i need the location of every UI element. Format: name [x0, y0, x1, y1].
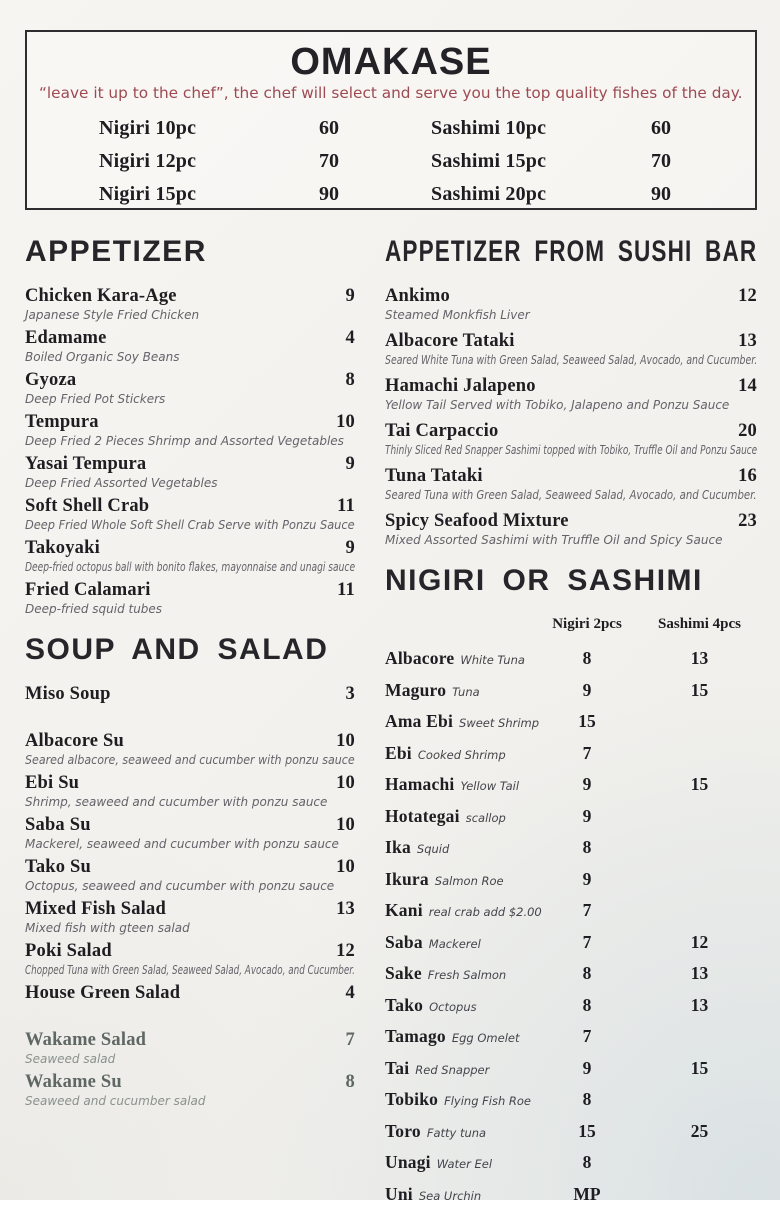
nigiri-price: 7 [532, 739, 642, 769]
nigiri-sashimi-row [385, 896, 757, 928]
nigiri-price: 9 [532, 802, 642, 832]
item-line [25, 814, 355, 837]
item-price: 11 [337, 495, 355, 518]
item-price: 10 [336, 814, 355, 837]
item-name: Miso Soup [25, 683, 111, 706]
item-name: Ama Ebi [385, 711, 453, 731]
omakase-sashimi-column [391, 112, 743, 211]
item-description-text: Seared albacore, seaweed and cucumber with ponzu sauce [25, 753, 355, 767]
menu-item [385, 420, 757, 457]
nigiri-sashimi-row [385, 644, 757, 676]
item-price: 13 [336, 898, 355, 921]
item-line [25, 856, 355, 879]
item-description-text: Seaweed salad [25, 1052, 115, 1066]
item-description-text: Deep Fried Whole Soft Shell Crab Serve with Ponzu Sauce [25, 518, 355, 532]
menu-item [385, 465, 757, 502]
omakase-nigiri-column [39, 112, 391, 211]
item-price: 14 [738, 375, 757, 398]
item-name: Hamachi Jalapeno [385, 375, 536, 398]
sashimi-price: 15 [642, 1054, 757, 1084]
menu-item [385, 510, 757, 547]
item-description: Egg Omelet [452, 1031, 520, 1045]
sushi-bar-item-list [385, 285, 757, 547]
item-description-text: Deep Fried 2 Pieces Shrimp and Assorted Vegetables [25, 434, 344, 448]
item-name: Poki Salad [25, 940, 112, 963]
item-name-cell [385, 1054, 532, 1086]
sushi-bar-appetizer-section [385, 234, 757, 547]
item-line [25, 411, 355, 434]
item-description: White Tuna [460, 653, 525, 667]
item-name: Albacore [385, 648, 454, 668]
soup-and-salad-item-list [25, 683, 355, 1108]
item-name: Mixed Fish Salad [25, 898, 166, 921]
omakase-subtitle [39, 84, 743, 103]
menu-item [25, 683, 355, 706]
nigiri-price: 8 [532, 1085, 642, 1115]
item-name: Fried Calamari [25, 579, 151, 602]
item-line [25, 1071, 355, 1094]
appetizer-section [25, 234, 355, 616]
sashimi-price: 12 [642, 928, 757, 958]
item-description: Tuna [452, 685, 480, 699]
item-price: 90 [601, 178, 721, 211]
item-name: Ika [385, 837, 411, 857]
menu-item [25, 898, 355, 935]
item-line [25, 940, 355, 963]
item-description [25, 476, 355, 490]
item-line [385, 330, 757, 353]
item-price: 60 [269, 112, 389, 145]
nigiri-sashimi-row [385, 1054, 757, 1086]
item-name: Toro [385, 1121, 421, 1141]
omakase-price-list [39, 112, 743, 211]
item-name: Kani [385, 900, 423, 920]
item-description [25, 434, 355, 448]
item-name-cell [385, 1022, 532, 1054]
item-name: Takoyaki [25, 537, 100, 560]
nigiri-price: 8 [532, 991, 642, 1021]
menu-item [25, 730, 355, 767]
item-name: Sashimi 20pc [431, 178, 601, 211]
item-description: Sweet Shrimp [459, 716, 539, 730]
item-line [25, 772, 355, 795]
nigiri-price: 9 [532, 865, 642, 895]
item-price: 60 [601, 112, 721, 145]
menu-columns [25, 234, 757, 1211]
item-description [25, 350, 355, 364]
nigiri-price: 7 [532, 1022, 642, 1052]
item-price: 23 [738, 510, 757, 533]
appetizer-heading [25, 234, 355, 270]
item-name: Chicken Kara-Age [25, 285, 177, 308]
item-description-text: Octopus, seaweed and cucumber with ponzu sauce [25, 879, 334, 893]
sashimi-price: 13 [642, 959, 757, 989]
item-name-cell [385, 1085, 532, 1117]
item-price: 4 [346, 982, 355, 1005]
item-name-cell [385, 739, 532, 771]
menu-item [25, 814, 355, 851]
menu-item [25, 453, 355, 490]
item-name-cell [385, 1117, 532, 1149]
item-name: Albacore Su [25, 730, 124, 753]
item-name: Saba Su [25, 814, 91, 837]
nigiri-price: 15 [532, 1117, 642, 1147]
menu-item [25, 1029, 355, 1066]
sushi-bar-appetizer-heading [385, 234, 757, 270]
appetizer-heading-text: APPETIZER [25, 234, 207, 270]
item-name: Albacore Tataki [385, 330, 515, 353]
item-line [385, 510, 757, 533]
menu-item [25, 1071, 355, 1108]
nigiri-price: 15 [532, 707, 642, 737]
item-price: 12 [738, 285, 757, 308]
item-name-cell [385, 991, 532, 1023]
item-name: Sashimi 10pc [431, 112, 601, 145]
item-description [385, 353, 757, 367]
menu-item [25, 327, 355, 364]
nigiri-sashimi-row [385, 959, 757, 991]
menu-item [385, 375, 757, 412]
item-description-text: Chopped Tuna with Green Salad, Seaweed Salad, Avocado, and Cucumber. [25, 963, 355, 977]
menu-item [25, 772, 355, 809]
item-description: Yellow Tail [460, 779, 519, 793]
menu-item [25, 982, 355, 1005]
item-name-cell [385, 865, 532, 897]
item-name: Hamachi [385, 774, 454, 794]
item-description: Fatty tuna [427, 1126, 486, 1140]
menu-item [385, 330, 757, 367]
nigiri-sashimi-section [385, 563, 757, 1211]
item-line [25, 495, 355, 518]
appetizer-item-list [25, 285, 355, 616]
item-name: Edamame [25, 327, 107, 350]
item-description [25, 1094, 355, 1108]
item-name: Tobiko [385, 1089, 438, 1109]
item-description [25, 963, 355, 977]
item-name: Wakame Su [25, 1071, 122, 1094]
omakase-item [99, 112, 391, 145]
omakase-item [431, 112, 743, 145]
item-description-text: Yellow Tail Served with Tobiko, Jalapeno and Ponzu Sauce [385, 398, 729, 412]
left-column [25, 234, 355, 1211]
item-line [385, 285, 757, 308]
item-name: Hotategai [385, 806, 460, 826]
item-description [385, 443, 757, 457]
item-line [385, 420, 757, 443]
nigiri-sashimi-row [385, 707, 757, 739]
nigiri-price: 8 [532, 1148, 642, 1178]
item-price: 13 [738, 330, 757, 353]
nigiri-sashimi-row [385, 865, 757, 897]
item-price: 70 [269, 145, 389, 178]
item-line [25, 579, 355, 602]
item-description: real crab add $2.00 [429, 905, 542, 919]
item-price: 10 [336, 772, 355, 795]
item-description-text: Shrimp, seaweed and cucumber with ponzu sauce [25, 795, 327, 809]
item-line [25, 1029, 355, 1052]
item-line [25, 285, 355, 308]
item-line [25, 369, 355, 392]
menu-item [25, 856, 355, 893]
nigiri-sashimi-heading [385, 563, 757, 599]
omakase-subtitle-text: “leave it up to the chef”, the chef will select and serve you the top quality fishes of the day. [39, 84, 743, 103]
item-name-cell [385, 959, 532, 991]
item-name-cell [385, 802, 532, 834]
menu-item [25, 411, 355, 448]
nigiri-sashimi-row [385, 802, 757, 834]
item-name: Yasai Tempura [25, 453, 146, 476]
nigiri-2pcs-column-header: Nigiri 2pcs [532, 614, 642, 634]
item-name: Sashimi 15pc [431, 145, 601, 178]
item-description-text: Boiled Organic Soy Beans [25, 350, 179, 364]
item-description-text: Japanese Style Fried Chicken [25, 308, 199, 322]
item-price: 70 [601, 145, 721, 178]
item-description-text: Deep Fried Assorted Vegetables [25, 476, 217, 490]
nigiri-price: 7 [532, 928, 642, 958]
item-price: 9 [346, 453, 355, 476]
sashimi-price: 13 [642, 991, 757, 1021]
item-description [25, 1052, 355, 1066]
nigiri-price: MP [532, 1180, 642, 1210]
item-name-cell [385, 644, 532, 676]
soup-and-salad-heading [25, 632, 355, 668]
item-name: Tuna Tataki [385, 465, 483, 488]
item-name: Ankimo [385, 285, 450, 308]
item-description [25, 518, 355, 532]
nigiri-price: 8 [532, 833, 642, 863]
nigiri-sashimi-row [385, 1117, 757, 1149]
item-line [25, 730, 355, 753]
item-name-cell [385, 770, 532, 802]
item-price: 90 [269, 178, 389, 211]
soup-and-salad-heading-text: SOUP AND SALAD [25, 632, 328, 668]
sashimi-price: 15 [642, 770, 757, 800]
item-description-text: Seaweed and cucumber salad [25, 1094, 206, 1108]
item-description [385, 398, 757, 412]
nigiri-price: 9 [532, 770, 642, 800]
item-description [385, 488, 757, 502]
item-price: 9 [346, 285, 355, 308]
item-name: Ikura [385, 869, 429, 889]
item-line [385, 465, 757, 488]
item-name: Wakame Salad [25, 1029, 146, 1052]
item-description: Fresh Salmon [428, 968, 506, 982]
item-name: Sake [385, 963, 422, 983]
item-price: 10 [336, 856, 355, 879]
item-description: Squid [417, 842, 449, 856]
item-name: Saba [385, 932, 423, 952]
nigiri-sashimi-row [385, 739, 757, 771]
menu-item [25, 537, 355, 574]
nigiri-price: 8 [532, 644, 642, 674]
nigiri-sashimi-row [385, 1085, 757, 1117]
item-name-cell [385, 1180, 532, 1211]
nigiri-sashimi-row [385, 833, 757, 865]
nigiri-sashimi-row [385, 991, 757, 1023]
item-line [25, 537, 355, 560]
item-description: Cooked Shrimp [418, 748, 506, 762]
item-description [25, 753, 355, 767]
item-name: Tempura [25, 411, 99, 434]
item-description: Red Snapper [415, 1063, 489, 1077]
item-price: 8 [346, 1071, 355, 1094]
item-price: 11 [337, 579, 355, 602]
item-name: Maguro [385, 680, 446, 700]
item-name: Soft Shell Crab [25, 495, 149, 518]
item-description: Sea Urchin [419, 1189, 481, 1203]
item-name: Ebi Su [25, 772, 79, 795]
item-name-cell [385, 896, 532, 928]
item-name: Tako [385, 995, 423, 1015]
item-name: Gyoza [25, 369, 76, 392]
item-name-cell [385, 707, 532, 739]
item-description-text: Deep-fried squid tubes [25, 602, 162, 616]
item-description-text: Deep-fried octopus ball with bonito flakes, mayonnaise and unagi sauce [25, 560, 355, 574]
item-price: 10 [336, 411, 355, 434]
item-description-text: Mixed fish with gteen salad [25, 921, 190, 935]
omakase-box [25, 30, 757, 210]
soup-and-salad-section [25, 632, 355, 1108]
item-name-cell [385, 676, 532, 708]
item-price: 16 [738, 465, 757, 488]
nigiri-price: 7 [532, 896, 642, 926]
menu-item [25, 940, 355, 977]
item-description [25, 560, 355, 574]
item-description-text: Mixed Assorted Sashimi with Truffle Oil and Spicy Sauce [385, 533, 722, 547]
nigiri-sashimi-row [385, 676, 757, 708]
item-description [25, 795, 355, 809]
item-price: 20 [738, 420, 757, 443]
item-description: Salmon Roe [435, 874, 504, 888]
omakase-item [99, 178, 391, 211]
menu-item [25, 579, 355, 616]
item-name: Nigiri 10pc [99, 112, 269, 145]
item-description [25, 392, 355, 406]
item-description [25, 879, 355, 893]
omakase-item [431, 145, 743, 178]
nigiri-sashimi-row [385, 770, 757, 802]
nigiri-price: 9 [532, 1054, 642, 1084]
item-description [25, 837, 355, 851]
nigiri-sashimi-heading-text: NIGIRI OR SASHIMI [385, 563, 703, 599]
item-description [25, 602, 355, 616]
item-description: Water Eel [437, 1157, 492, 1171]
item-line [385, 375, 757, 398]
item-name: Ebi [385, 743, 412, 763]
nigiri-sashimi-table [385, 644, 757, 1211]
sushi-bar-appetizer-heading-text: APPETIZER FROM SUSHI BAR [385, 234, 757, 270]
menu-item [25, 369, 355, 406]
item-line [25, 453, 355, 476]
item-price: 7 [346, 1029, 355, 1052]
item-description-text: Thinly Sliced Red Snapper Sashimi topped with Tobiko, Truffle Oil and Ponzu Sauce [385, 443, 757, 457]
sashimi-price: 15 [642, 676, 757, 706]
item-name: Tamago [385, 1026, 446, 1046]
item-name: Spicy Seafood Mixture [385, 510, 569, 533]
item-price: 4 [346, 327, 355, 350]
item-price: 12 [336, 940, 355, 963]
item-name: Nigiri 12pc [99, 145, 269, 178]
item-description-text: Seared White Tuna with Green Salad, Seaweed Salad, Avocado, and Cucumber. [385, 353, 757, 367]
item-name: Nigiri 15pc [99, 178, 269, 211]
omakase-item [431, 178, 743, 211]
nigiri-sashimi-row [385, 1180, 757, 1211]
item-description [25, 921, 355, 935]
menu-item [25, 495, 355, 532]
item-name-cell [385, 1148, 532, 1180]
item-description-text: Steamed Monkfish Liver [385, 308, 530, 322]
item-line [25, 898, 355, 921]
item-name-cell [385, 928, 532, 960]
item-name: Tai [385, 1058, 409, 1078]
item-description: scallop [466, 811, 506, 825]
item-name: House Green Salad [25, 982, 180, 1005]
item-line [25, 683, 355, 706]
item-price: 3 [346, 683, 355, 706]
item-description: Flying Fish Roe [444, 1094, 531, 1108]
item-name: Unagi [385, 1152, 431, 1172]
item-description-text: Seared Tuna with Green Salad, Seaweed Salad, Avocado, and Cucumber. [385, 488, 757, 502]
item-price: 10 [336, 730, 355, 753]
item-description [385, 533, 757, 547]
item-line [25, 982, 355, 1005]
item-price: 9 [346, 537, 355, 560]
item-line [25, 327, 355, 350]
nigiri-price: 9 [532, 676, 642, 706]
nigiri-sashimi-row [385, 928, 757, 960]
item-price: 8 [346, 369, 355, 392]
item-description [25, 308, 355, 322]
menu-item [385, 285, 757, 322]
omakase-title: OMAKASE [39, 42, 743, 82]
item-description-text: Deep Fried Pot Stickers [25, 392, 165, 406]
nigiri-sashimi-row [385, 1148, 757, 1180]
nigiri-price: 8 [532, 959, 642, 989]
sashimi-price: 25 [642, 1117, 757, 1147]
sashimi-price: 13 [642, 644, 757, 674]
item-description: Mackerel [429, 937, 481, 951]
sashimi-4pcs-column-header: Sashimi 4pcs [642, 614, 757, 634]
item-name: Uni [385, 1184, 413, 1204]
item-description [385, 308, 757, 322]
nigiri-sashimi-row [385, 1022, 757, 1054]
item-description-text: Mackerel, seaweed and cucumber with ponzu sauce [25, 837, 339, 851]
item-name-cell [385, 833, 532, 865]
omakase-item [99, 145, 391, 178]
right-column [385, 234, 757, 1211]
menu-item [25, 285, 355, 322]
item-description: Octopus [429, 1000, 477, 1014]
item-name: Tako Su [25, 856, 91, 879]
spacer [385, 614, 532, 634]
nigiri-sashimi-column-headers [385, 614, 757, 634]
item-name: Tai Carpaccio [385, 420, 498, 443]
